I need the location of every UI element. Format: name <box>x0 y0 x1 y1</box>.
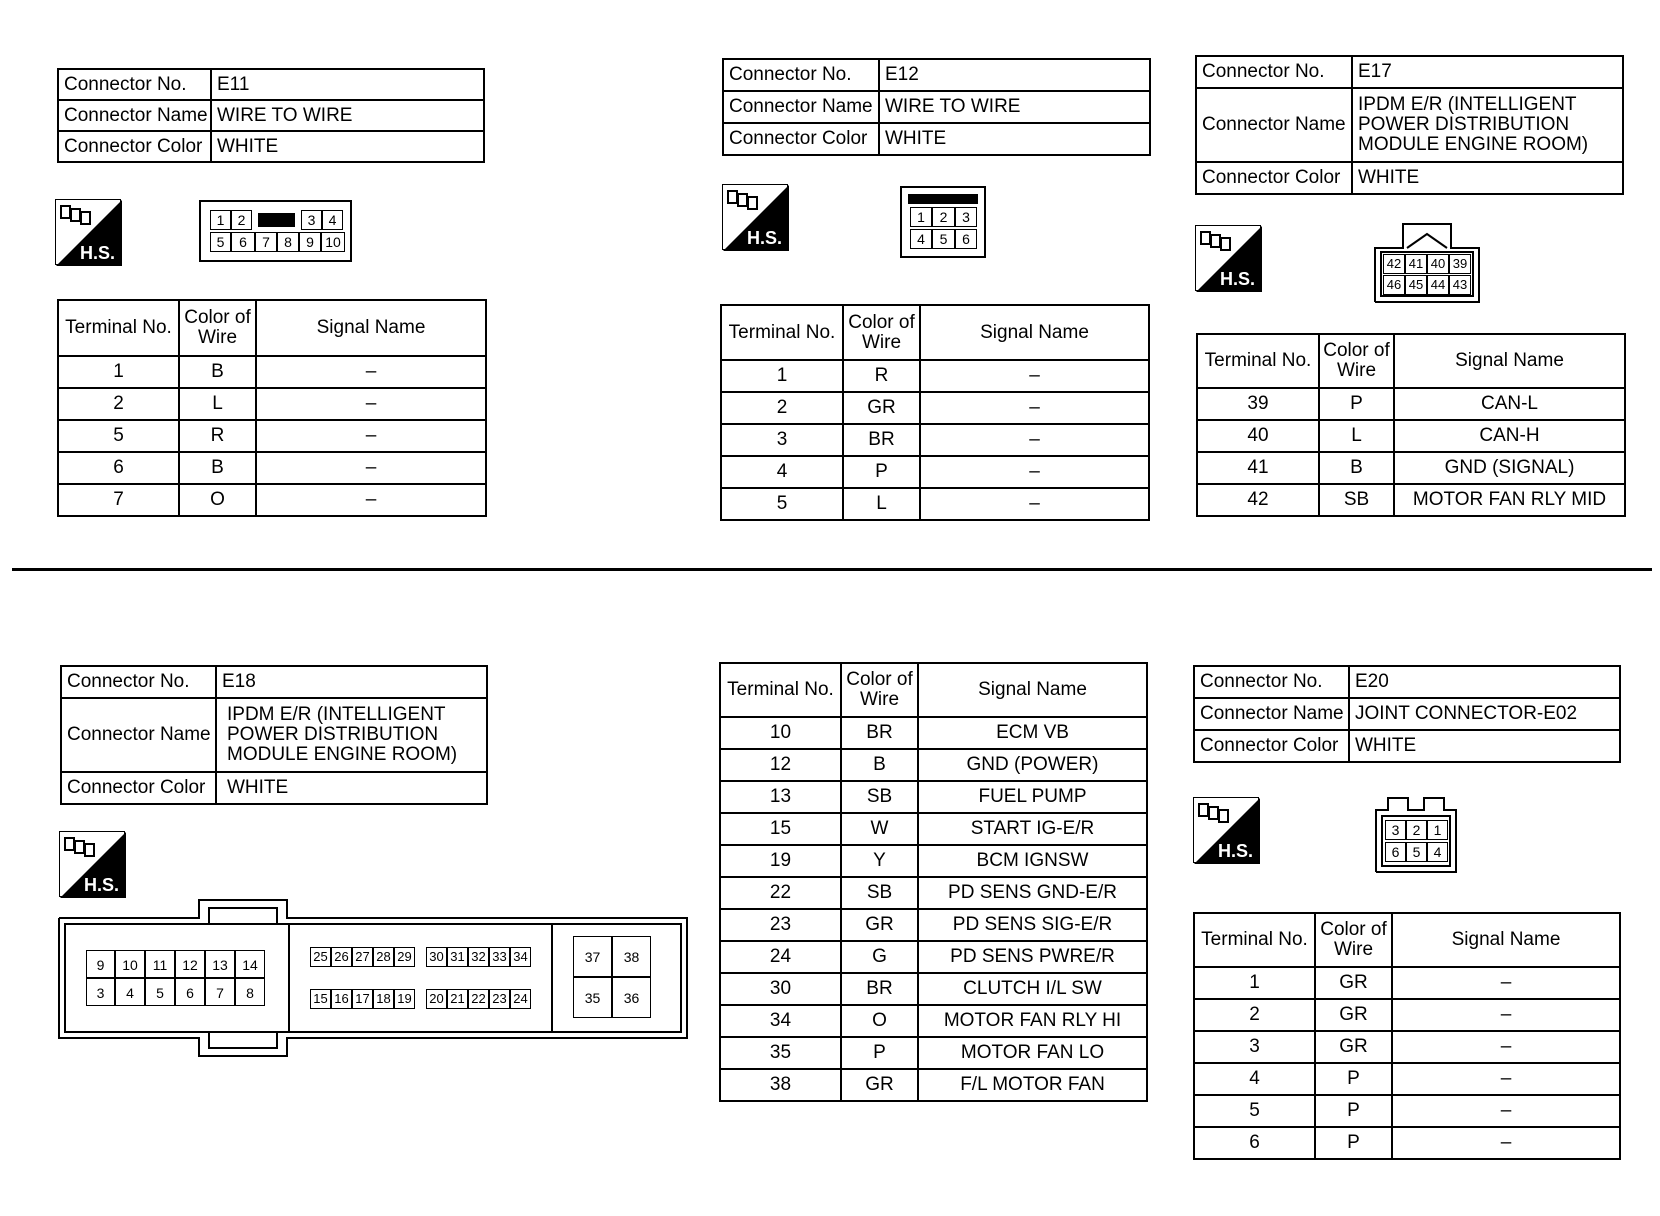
table-row <box>720 845 1147 877</box>
terminal-cell: 40 <box>1197 420 1319 452</box>
wire-color-cell: Y <box>841 845 918 877</box>
connector-name-value <box>216 698 487 772</box>
signal-cell: MOTOR FAN RLY MID <box>1394 484 1625 516</box>
wire-color-cell: O <box>179 484 256 516</box>
terminal-no-header: Terminal No. <box>1194 913 1315 967</box>
connector-color-value: WHITE <box>216 772 487 804</box>
table-row <box>720 941 1147 973</box>
signal-cell: – <box>1392 1127 1620 1159</box>
pin: 9 <box>299 232 321 252</box>
wire-color-cell: P <box>1319 388 1394 420</box>
signal-cell: MOTOR FAN LO <box>918 1037 1147 1069</box>
color-of-wire-header <box>1315 913 1392 967</box>
terminal-cell: 12 <box>720 749 841 781</box>
pin: 45 <box>1405 275 1427 295</box>
signal-cell: CAN-L <box>1394 388 1625 420</box>
connector-lock-tab <box>908 194 978 204</box>
hs-harness-side-icon <box>1193 797 1259 863</box>
pin: 5 <box>1406 842 1427 862</box>
terminal-cell: 22 <box>720 877 841 909</box>
terminal-no-header: Terminal No. <box>1197 334 1319 388</box>
hs-label: H.S. <box>84 875 120 895</box>
terminal-cell: 38 <box>720 1069 841 1101</box>
table-row <box>720 973 1147 1005</box>
signal-cell: – <box>256 484 486 516</box>
pin: 40 <box>1427 254 1449 274</box>
pin: 2 <box>932 207 955 227</box>
table-row <box>58 420 486 452</box>
table-row <box>720 1069 1147 1101</box>
terminal-cell: 19 <box>720 845 841 877</box>
wire-color-cell: L <box>843 488 920 520</box>
name-line: POWER DISTRIBUTION <box>1358 114 1570 135</box>
pin: 10 <box>115 950 145 978</box>
pin: 2 <box>1406 820 1427 840</box>
table-row <box>1197 420 1625 452</box>
wire-color-cell: GR <box>843 392 920 424</box>
pin: 5 <box>210 232 231 252</box>
signal-name-header: Signal Name <box>1394 334 1625 388</box>
pin: 26 <box>331 947 352 967</box>
color-of-wire-header <box>1319 334 1394 388</box>
terminal-cell: 2 <box>58 388 179 420</box>
name-line: MODULE ENGINE ROOM) <box>227 744 458 765</box>
terminal-cell: 4 <box>721 456 843 488</box>
connector-no-value: E11 <box>211 69 484 100</box>
pin: 15 <box>310 989 331 1009</box>
color-of-wire-header <box>841 663 918 717</box>
signal-cell: – <box>1392 1063 1620 1095</box>
terminal-cell: 5 <box>721 488 843 520</box>
terminal-cell: 1 <box>1194 967 1315 999</box>
terminal-no-header: Terminal No. <box>721 305 843 360</box>
pin: 41 <box>1405 254 1427 274</box>
pin: 29 <box>394 947 415 967</box>
signal-cell: – <box>920 424 1149 456</box>
pin: 30 <box>426 947 447 967</box>
e12-info-table <box>722 58 1151 156</box>
terminal-cell: 6 <box>58 452 179 484</box>
pin: 3 <box>955 207 977 227</box>
connector-name-value: WIRE TO WIRE <box>211 100 484 131</box>
pin: 13 <box>205 950 235 978</box>
table-row <box>1197 388 1625 420</box>
connector-color-value: WHITE <box>211 131 484 162</box>
pin: 4 <box>115 978 145 1006</box>
hs-harness-side-icon <box>1195 225 1261 291</box>
connector-no-label: Connector No. <box>58 69 211 100</box>
table-row <box>1197 452 1625 484</box>
wire-label: Wire <box>1336 360 1377 381</box>
pin: 22 <box>468 989 489 1009</box>
connector-name-value <box>1352 88 1623 162</box>
signal-cell: PD SENS SIG-E/R <box>918 909 1147 941</box>
signal-cell: – <box>256 452 486 484</box>
terminal-cell: 23 <box>720 909 841 941</box>
pin: 27 <box>352 947 373 967</box>
signal-cell: PD SENS PWRE/R <box>918 941 1147 973</box>
signal-cell: CAN-H <box>1394 420 1625 452</box>
e12-connector-face <box>900 186 986 258</box>
name-line: IPDM E/R (INTELLIGENT <box>1358 94 1577 115</box>
signal-cell: BCM IGNSW <box>918 845 1147 877</box>
pin: 46 <box>1383 275 1405 295</box>
color-of-wire-header <box>179 300 256 356</box>
wire-color-cell: BR <box>843 424 920 456</box>
color-of-label: Color of <box>1320 919 1387 940</box>
pin: 1 <box>1427 820 1448 840</box>
wire-label: Wire <box>859 689 900 710</box>
e12-terminal-table <box>720 304 1150 521</box>
wire-label: Wire <box>861 331 902 353</box>
pin: 6 <box>231 232 255 252</box>
terminal-cell: 42 <box>1197 484 1319 516</box>
color-of-wire-header <box>843 305 920 360</box>
signal-cell: GND (POWER) <box>918 749 1147 781</box>
e17-connector-face <box>1373 222 1481 304</box>
table-row <box>1194 1031 1620 1063</box>
pin: 4 <box>322 210 343 230</box>
wire-color-cell: P <box>1315 1063 1392 1095</box>
connector-color-value: WHITE <box>1352 162 1623 194</box>
pin: 25 <box>310 947 331 967</box>
wire-color-cell: P <box>841 1037 918 1069</box>
wire-color-cell: P <box>1315 1095 1392 1127</box>
signal-cell: – <box>256 356 486 388</box>
table-row <box>720 717 1147 749</box>
pin: 7 <box>205 978 235 1006</box>
signal-cell: CLUTCH I/L SW <box>918 973 1147 1005</box>
table-row <box>58 452 486 484</box>
pin: 2 <box>231 210 252 230</box>
table-row <box>721 360 1149 392</box>
connector-color-value: WHITE <box>879 123 1150 155</box>
color-of-label: Color of <box>1323 340 1390 361</box>
wire-color-cell: GR <box>841 1069 918 1101</box>
connector-no-label: Connector No. <box>61 666 216 698</box>
signal-cell: – <box>1392 999 1620 1031</box>
signal-cell: F/L MOTOR FAN <box>918 1069 1147 1101</box>
hs-label: H.S. <box>80 243 116 263</box>
section-divider <box>12 568 1652 571</box>
terminal-cell: 34 <box>720 1005 841 1037</box>
wire-color-cell: R <box>179 420 256 452</box>
wire-color-cell: B <box>179 356 256 388</box>
table-row <box>1194 999 1620 1031</box>
terminal-cell: 1 <box>721 360 843 392</box>
hs-harness-side-icon <box>722 184 788 250</box>
pin: 37 <box>573 936 612 977</box>
wire-color-cell: R <box>843 360 920 392</box>
pin: 33 <box>489 947 510 967</box>
pin: 11 <box>145 950 175 978</box>
pin: 38 <box>612 936 651 977</box>
wire-color-cell: GR <box>1315 1031 1392 1063</box>
terminal-cell: 4 <box>1194 1063 1315 1095</box>
terminal-cell: 30 <box>720 973 841 1005</box>
terminal-cell: 2 <box>721 392 843 424</box>
e11-info-table <box>57 68 485 163</box>
pin: 17 <box>352 989 373 1009</box>
signal-name-header: Signal Name <box>918 663 1147 717</box>
terminal-cell: 2 <box>1194 999 1315 1031</box>
color-of-label: Color of <box>848 311 915 333</box>
signal-cell: – <box>256 420 486 452</box>
terminal-cell: 15 <box>720 813 841 845</box>
e18-info-table <box>60 665 488 805</box>
connector-no-label: Connector No. <box>1196 56 1352 88</box>
pin: 18 <box>373 989 394 1009</box>
table-row <box>58 388 486 420</box>
pin: 44 <box>1427 275 1449 295</box>
connector-color-label: Connector Color <box>723 123 879 155</box>
table-row <box>1194 1063 1620 1095</box>
name-line: MODULE ENGINE ROOM) <box>1358 134 1589 155</box>
terminal-no-header: Terminal No. <box>720 663 841 717</box>
wire-color-cell: L <box>1319 420 1394 452</box>
table-row <box>1194 1095 1620 1127</box>
table-row <box>1194 967 1620 999</box>
wire-color-cell: W <box>841 813 918 845</box>
pin: 4 <box>1427 842 1448 862</box>
terminal-cell: 3 <box>1194 1031 1315 1063</box>
hs-harness-side-icon <box>55 199 121 265</box>
signal-cell: – <box>256 388 486 420</box>
wire-color-cell: GR <box>1315 967 1392 999</box>
wire-label: Wire <box>197 327 238 348</box>
table-row <box>720 781 1147 813</box>
wire-color-cell: SB <box>841 781 918 813</box>
signal-cell: ECM VB <box>918 717 1147 749</box>
e17-terminal-table <box>1196 333 1626 517</box>
table-row <box>720 749 1147 781</box>
pin: 3 <box>1385 820 1406 840</box>
pin: 16 <box>331 989 352 1009</box>
color-of-label: Color of <box>184 307 251 328</box>
wire-color-cell: BR <box>841 717 918 749</box>
connector-no-label: Connector No. <box>1194 666 1349 698</box>
pin: 24 <box>510 989 531 1009</box>
connector-name-label: Connector Name <box>1194 698 1349 730</box>
connector-color-value: WHITE <box>1349 730 1620 762</box>
pin: 4 <box>910 229 932 249</box>
pin: 6 <box>175 978 205 1006</box>
signal-cell: – <box>1392 967 1620 999</box>
table-row <box>1194 1127 1620 1159</box>
signal-cell: – <box>920 456 1149 488</box>
connector-name-label: Connector Name <box>61 698 216 772</box>
hs-label: H.S. <box>747 228 783 248</box>
terminal-cell: 24 <box>720 941 841 973</box>
pin: 8 <box>277 232 299 252</box>
signal-cell: – <box>920 488 1149 520</box>
hs-label: H.S. <box>1218 841 1254 861</box>
e20-info-table <box>1193 665 1621 763</box>
signal-cell: FUEL PUMP <box>918 781 1147 813</box>
pin: 5 <box>932 229 955 249</box>
wire-label: Wire <box>1333 939 1374 960</box>
wire-color-cell: B <box>1319 452 1394 484</box>
signal-cell: – <box>920 392 1149 424</box>
table-row <box>721 424 1149 456</box>
e20-connector-face <box>1374 796 1458 874</box>
terminal-cell: 7 <box>58 484 179 516</box>
wire-color-cell: O <box>841 1005 918 1037</box>
pin: 42 <box>1383 254 1405 274</box>
color-of-label: Color of <box>846 669 913 690</box>
hs-label: H.S. <box>1220 269 1256 289</box>
table-row <box>721 488 1149 520</box>
table-row <box>720 1005 1147 1037</box>
terminal-cell: 41 <box>1197 452 1319 484</box>
connector-lock-tab <box>258 213 295 227</box>
wire-color-cell: P <box>1315 1127 1392 1159</box>
connector-color-label: Connector Color <box>58 131 211 162</box>
signal-cell: – <box>1392 1095 1620 1127</box>
connector-name-label: Connector Name <box>58 100 211 131</box>
table-row <box>58 484 486 516</box>
wire-color-cell: SB <box>841 877 918 909</box>
terminal-cell: 39 <box>1197 388 1319 420</box>
wire-color-cell: B <box>179 452 256 484</box>
connector-name-value: WIRE TO WIRE <box>879 91 1150 123</box>
connector-color-label: Connector Color <box>1194 730 1349 762</box>
pin: 1 <box>910 207 932 227</box>
name-line: POWER DISTRIBUTION <box>227 724 439 745</box>
connector-no-label: Connector No. <box>723 59 879 91</box>
connector-no-value: E12 <box>879 59 1150 91</box>
signal-cell: – <box>920 360 1149 392</box>
table-row <box>720 813 1147 845</box>
wire-color-cell: B <box>841 749 918 781</box>
table-row <box>1197 484 1625 516</box>
wire-color-cell: P <box>843 456 920 488</box>
table-row <box>58 356 486 388</box>
pin: 1 <box>210 210 231 230</box>
wire-color-cell: BR <box>841 973 918 1005</box>
signal-cell: PD SENS GND-E/R <box>918 877 1147 909</box>
pin: 5 <box>145 978 175 1006</box>
pin: 10 <box>321 232 345 252</box>
terminal-cell: 5 <box>58 420 179 452</box>
hs-harness-side-icon <box>59 831 125 897</box>
signal-name-header: Signal Name <box>1392 913 1620 967</box>
terminal-cell: 6 <box>1194 1127 1315 1159</box>
wire-color-cell: L <box>179 388 256 420</box>
e18-connector-face <box>57 898 689 1058</box>
table-row <box>720 1037 1147 1069</box>
terminal-cell: 13 <box>720 781 841 813</box>
table-row <box>720 877 1147 909</box>
pin: 3 <box>86 978 115 1006</box>
wire-color-cell: SB <box>1319 484 1394 516</box>
pin: 35 <box>573 977 612 1018</box>
connector-no-value: E20 <box>1349 666 1620 698</box>
connector-name-label: Connector Name <box>723 91 879 123</box>
pin: 3 <box>301 210 322 230</box>
wire-color-cell: GR <box>1315 999 1392 1031</box>
e20-terminal-table <box>1193 912 1621 1160</box>
e11-connector-face <box>199 200 352 262</box>
pin: 20 <box>426 989 447 1009</box>
pin: 6 <box>955 229 977 249</box>
pin: 43 <box>1449 275 1471 295</box>
connector-color-label: Connector Color <box>61 772 216 804</box>
pin: 34 <box>510 947 531 967</box>
table-row <box>720 909 1147 941</box>
pin: 7 <box>255 232 277 252</box>
wire-color-cell: GR <box>841 909 918 941</box>
terminal-cell: 35 <box>720 1037 841 1069</box>
e11-terminal-table <box>57 299 487 517</box>
pin: 6 <box>1385 842 1406 862</box>
pin: 23 <box>489 989 510 1009</box>
signal-cell: MOTOR FAN RLY HI <box>918 1005 1147 1037</box>
terminal-cell: 10 <box>720 717 841 749</box>
pin: 32 <box>468 947 489 967</box>
pin: 12 <box>175 950 205 978</box>
table-row <box>721 456 1149 488</box>
pin: 14 <box>235 950 265 978</box>
signal-cell: START IG-E/R <box>918 813 1147 845</box>
connector-name-value: JOINT CONNECTOR-E02 <box>1349 698 1620 730</box>
name-line: IPDM E/R (INTELLIGENT <box>227 704 446 725</box>
pin: 28 <box>373 947 394 967</box>
e17-info-table <box>1195 55 1624 195</box>
connector-no-value: E17 <box>1352 56 1623 88</box>
pin: 21 <box>447 989 468 1009</box>
pin: 31 <box>447 947 468 967</box>
signal-name-header: Signal Name <box>920 305 1149 360</box>
terminal-cell: 3 <box>721 424 843 456</box>
signal-cell: – <box>1392 1031 1620 1063</box>
pin: 36 <box>612 977 651 1018</box>
terminal-cell: 5 <box>1194 1095 1315 1127</box>
pin: 9 <box>86 950 115 978</box>
table-row <box>721 392 1149 424</box>
wire-color-cell: G <box>841 941 918 973</box>
e18-terminal-table <box>719 662 1148 1102</box>
signal-cell: GND (SIGNAL) <box>1394 452 1625 484</box>
connector-color-label: Connector Color <box>1196 162 1352 194</box>
connector-no-value: E18 <box>216 666 487 698</box>
terminal-no-header: Terminal No. <box>58 300 179 356</box>
signal-name-header: Signal Name <box>256 300 486 356</box>
terminal-cell: 1 <box>58 356 179 388</box>
pin: 19 <box>394 989 415 1009</box>
pin: 39 <box>1449 254 1471 274</box>
connector-name-label: Connector Name <box>1196 88 1352 162</box>
pin: 8 <box>235 978 265 1006</box>
